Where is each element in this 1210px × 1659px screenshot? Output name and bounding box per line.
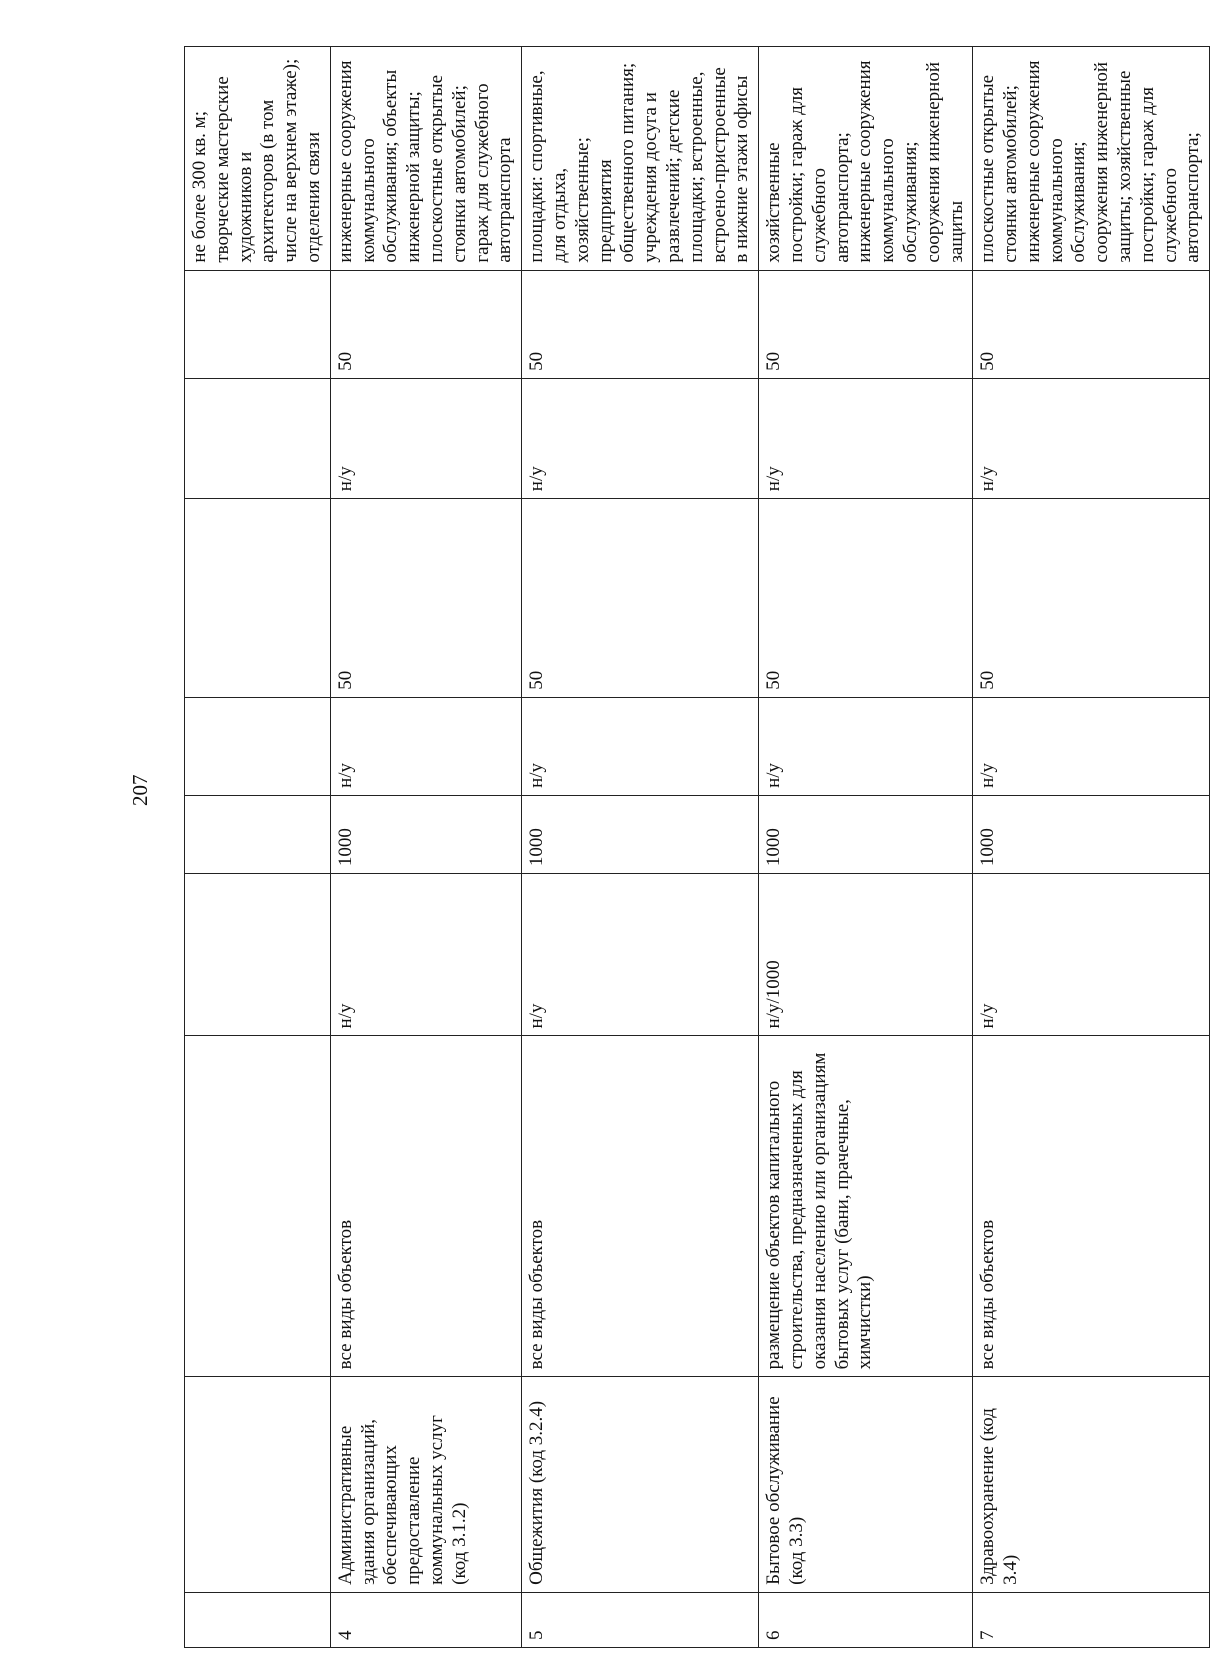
cell-permitted-types: не более 300 кв. м; творческие мастерские художников и архитекторов (в том числе на верхнем этаже); отделения связи — [185, 47, 331, 271]
page-number: 207 — [128, 774, 152, 806]
cell-param-3 — [185, 697, 331, 795]
rotated-table-container — [184, 46, 1204, 1648]
cell-param-6: 50 — [759, 270, 973, 378]
cell-param-5: н/у — [759, 378, 973, 498]
cell-param-1: н/у/1000 — [759, 874, 973, 1036]
cell-param-2: 1000 — [330, 795, 521, 873]
cell-param-3: н/у — [759, 697, 973, 795]
cell-name: Административные здания организаций, обеспечивающих предоставление коммунальных услуг (код 3.1.2) — [330, 1377, 521, 1593]
cell-param-6 — [185, 270, 331, 378]
cell-name: Общежития (код 3.2.4) — [522, 1377, 759, 1593]
cell-num: 4 — [330, 1592, 521, 1647]
cell-param-3: н/у — [330, 697, 521, 795]
cell-permitted-types: хозяйственные постройки; гараж для служебного автотранспорта; инженерные сооружения коммунального обслуживания; сооружения инженерной защиты — [759, 47, 973, 271]
cell-object-types: все виды объектов — [330, 1036, 521, 1377]
table-row — [759, 47, 973, 1648]
cell-object-types: все виды объектов — [973, 1036, 1210, 1377]
cell-param-1: н/у — [522, 874, 759, 1036]
cell-param-2: 1000 — [759, 795, 973, 873]
cell-num: 6 — [759, 1592, 973, 1647]
cell-param-4: 50 — [522, 499, 759, 697]
cell-param-5: н/у — [973, 378, 1210, 498]
cell-permitted-types: плоскостные открытые стоянки автомобилей; инженерные сооружения коммунального обслуживания; сооружения инженерной защиты; хозяйственные постройки; гараж для служебного автотранспорта; — [973, 47, 1210, 271]
cell-name — [185, 1377, 331, 1593]
cell-param-4: 50 — [330, 499, 521, 697]
cell-param-5: н/у — [522, 378, 759, 498]
cell-param-2: 1000 — [973, 795, 1210, 873]
cell-param-3: н/у — [973, 697, 1210, 795]
cell-num — [185, 1592, 331, 1647]
table-row — [330, 47, 521, 1648]
table-row — [522, 47, 759, 1648]
cell-num: 7 — [973, 1592, 1210, 1647]
cell-permitted-types: площадки: спортивные, для отдыха, хозяйственные; предприятия общественного питания; учреждения досуга и развлечений; детские площадки; встроенные, встроено-пристроенные в нижние этажи офисы — [522, 47, 759, 271]
cell-param-5 — [185, 378, 331, 498]
cell-param-2 — [185, 795, 331, 873]
cell-param-1: н/у — [330, 874, 521, 1036]
cell-object-types: размещение объектов капитального строительства, предназначенных для оказания населению или организациям бытовых услуг (бани, прачечные, химчистки) — [759, 1036, 973, 1377]
cell-name: Здравоохранение (код 3.4) — [973, 1377, 1210, 1593]
cell-param-4 — [185, 499, 331, 697]
cell-permitted-types: инженерные сооружения коммунального обслуживания; объекты инженерной защиты; плоскостные открытые стоянки автомобилей; гараж для служебного автотранспорта — [330, 47, 521, 271]
cell-param-6: 50 — [973, 270, 1210, 378]
land-use-table — [184, 46, 1210, 1648]
cell-object-types — [185, 1036, 331, 1377]
cell-param-1: н/у — [973, 874, 1210, 1036]
cell-param-2: 1000 — [522, 795, 759, 873]
table-row — [973, 47, 1210, 1648]
table-row-continuation — [185, 47, 331, 1648]
cell-name: Бытовое обслуживание (код 3.3) — [759, 1377, 973, 1593]
cell-param-5: н/у — [330, 378, 521, 498]
cell-param-4: 50 — [759, 499, 973, 697]
cell-param-6: 50 — [522, 270, 759, 378]
cell-param-4: 50 — [973, 499, 1210, 697]
cell-param-6: 50 — [330, 270, 521, 378]
cell-num: 5 — [522, 1592, 759, 1647]
cell-param-3: н/у — [522, 697, 759, 795]
cell-object-types: все виды объектов — [522, 1036, 759, 1377]
cell-param-1 — [185, 874, 331, 1036]
